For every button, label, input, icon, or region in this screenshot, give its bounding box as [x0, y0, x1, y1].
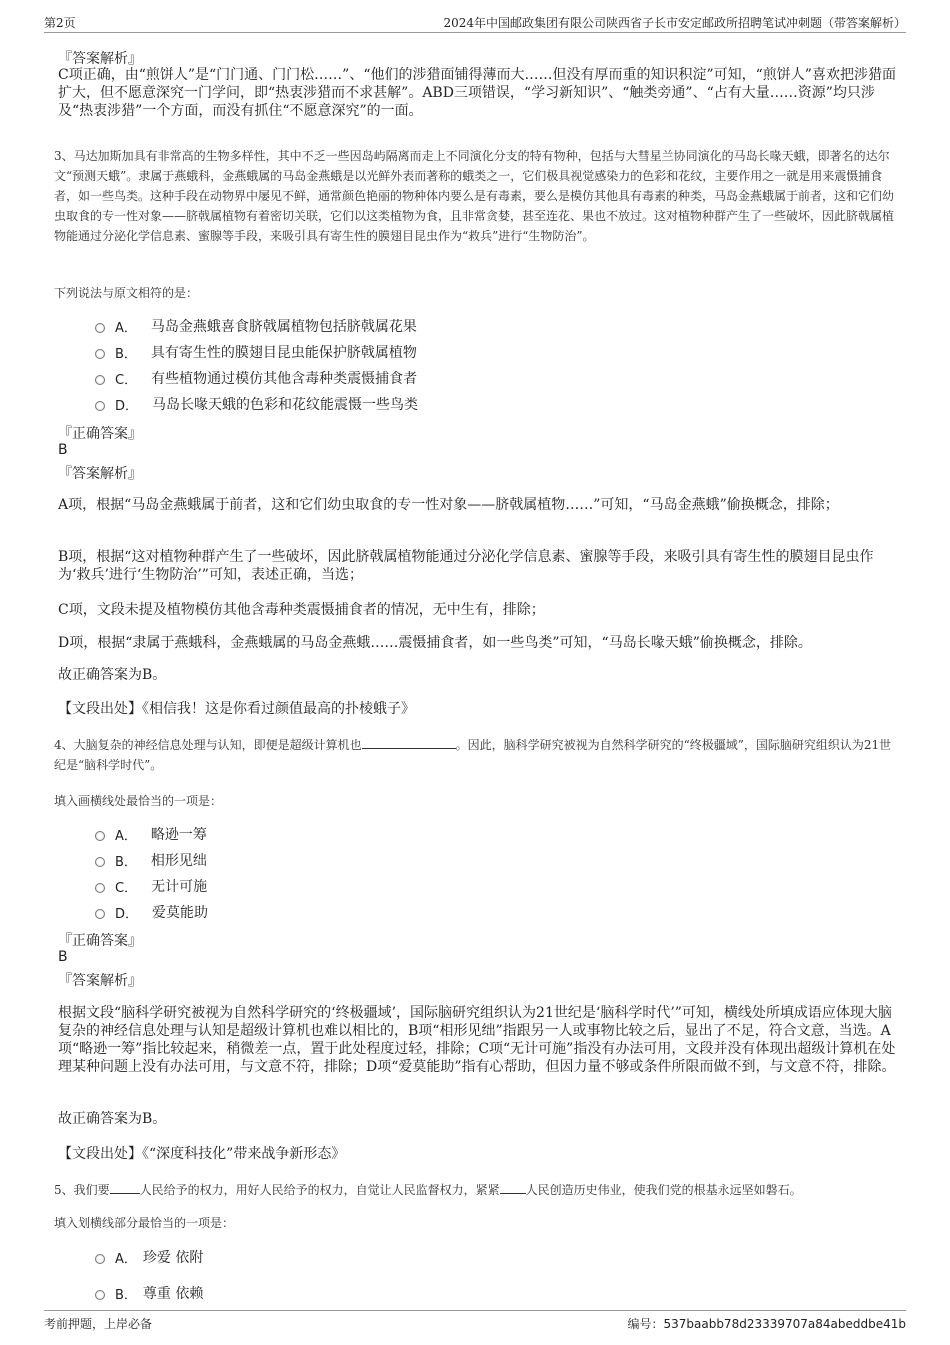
- q3-analysis-d: D项，根据“隶属于燕蛾科，金燕蛾属的马岛金燕蛾……震慑捕食者，如一些鸟类”可知，“马岛长喙天蛾”偷换概念，排除。: [58, 635, 812, 651]
- q3-passage: 3、马达加斯加具有非常高的生物多样性，其中不乏一些因岛屿隔离而走上不同演化分支的特有物种，包括与大彗星兰协同演化的马岛长喙天蛾，即著名的达尔文“预测天蛾”。隶属于燕蛾科，金燕蛾属的马岛金燕蛾是以光鲜外表而著称的蛾类之一，它们极具视觉感染力的色彩和花纹，主要作用之一就是用来震慑捕食者，如一些鸟类。这种手段在动物界中屡见不鲜，通常颜色艳丽的物种体内要么是有毒素，要么是模仿其他具有毒素的种类，马岛金燕蛾属于前者，这和它们幼虫取食的专一性对象——脐戟属植物有着密切关联，它们以这类植物为食，且非常贪婪，甚至连花、果也不放过。这对植物种群产生了一些破坏，因此脐戟属植物能通过分泌化学信息素、蜜腺等手段，来吸引具有寄生性的膜翅目昆虫作为“救兵”进行“生物防治”。: [54, 149, 895, 243]
- radio-icon[interactable]: [95, 375, 105, 385]
- q4-conclusion: 故正确答案为B。: [58, 1111, 167, 1127]
- code-value: 537baabb78d23339707a84abeddbe41b: [663, 1317, 906, 1331]
- q5-text-c: 人民创造历史伟业，使我们党的根基永远坚如磐石。: [525, 1183, 802, 1197]
- option-letter: C．: [115, 880, 138, 896]
- q3-analysis-label: 『答案解析』: [58, 466, 142, 482]
- q3-analysis-a: A项，根据“马岛金燕蛾属于前者，这和它们幼虫取食的专一性对象——脐戟属植物……”可知，“马岛金燕蛾”偷换概念，排除；: [58, 497, 839, 513]
- q4-text-after: 。因此，脑科学研究被视为自然科学研究的“终极疆域”，国际脑研究组织认为21世纪是“脑科学时代”。: [54, 738, 892, 772]
- q4-correct-label: 『正确答案』: [58, 933, 142, 949]
- option-text: 爱莫能助: [152, 905, 209, 921]
- q3-option-c[interactable]: [95, 368, 417, 388]
- option-letter: D．: [115, 906, 139, 922]
- q5-option-a[interactable]: [95, 1247, 203, 1267]
- option-letter: A．: [115, 1251, 137, 1267]
- q4-option-b[interactable]: [95, 850, 207, 870]
- page-number: 第2页: [44, 16, 76, 30]
- radio-icon[interactable]: [95, 1290, 105, 1300]
- option-text: 无计可施: [151, 879, 208, 895]
- option-text: 略逊一筹: [150, 827, 207, 843]
- q3-conclusion: 故正确答案为B。: [58, 667, 167, 683]
- q4-stem: 填入画横线处最恰当的一项是：: [54, 794, 223, 808]
- option-letter: B．: [115, 346, 137, 362]
- radio-icon[interactable]: [95, 857, 105, 867]
- fill-blank: [500, 1181, 526, 1194]
- q5-option-b[interactable]: [95, 1283, 203, 1303]
- option-text: 马岛金燕蛾喜食脐戟属植物包括脐戟属花果: [150, 319, 417, 335]
- q3-option-d[interactable]: [95, 394, 418, 414]
- fill-blank: [362, 736, 456, 749]
- option-text: 珍爱 依附: [142, 1250, 204, 1266]
- option-text: 马岛长喙天蛾的色彩和花纹能震慑一些鸟类: [152, 397, 419, 413]
- code-label: 编号：: [627, 1317, 664, 1331]
- footer-code: [627, 1315, 906, 1332]
- q5-stem: 填入划横线部分最恰当的一项是：: [54, 1216, 235, 1230]
- q4-analysis: 根据文段“脑科学研究被视为自然科学研究的‘终极疆域’，国际脑研究组织认为21世纪是‘脑科学时代’”可知，横线处所填成语应体现大脑复杂的神经信息处理与认知是超级计算机也难以相比的，B项“相形见绌”指跟另一人或事物比较之后，显出了不足，符合文意，当选。A项“略逊一筹”指比较起来，稍微差一点，置于此处程度过轻，排除；C项“无计可施”指没有办法可用，文段并没有体现出超级计算机在处理某种问题上没有办法可用，与文意不符，排除；D项“爱莫能助”指有心帮助，但因力量不够或条件所限而做不到，与文意不符，排除。: [58, 1005, 896, 1075]
- radio-icon[interactable]: [95, 883, 105, 893]
- q5-passage: [54, 1180, 900, 1200]
- q4-text-before: 4、大脑复杂的神经信息处理与认知，即便是超级计算机也: [54, 738, 362, 752]
- option-letter: B．: [115, 854, 137, 870]
- document-title: 2024年中国邮政集团有限公司陕西省子长市安定邮政所招聘笔试冲刺题（带答案解析）: [443, 16, 906, 30]
- page-header: [44, 10, 906, 33]
- q3-correct-answer: B: [58, 442, 68, 458]
- radio-icon[interactable]: [95, 401, 105, 411]
- option-text: 有些植物通过模仿其他含毒种类震慑捕食者: [151, 371, 418, 387]
- q3-source: 【文段出处】《相信我！这是你看过颜值最高的扑棱蛾子》: [58, 701, 415, 717]
- fill-blank: [110, 1181, 140, 1194]
- q2-analysis-text: C项正确，由“煎饼人”是“门门通、门门松……”、“他们的涉猎面铺得薄而大……但没有厚而重的知识积淀”可知，“煎饼人”喜欢把涉猎面扩大，但不愿意深究一门学问，即“热衷涉猎而不求甚解”。ABD三项错误，“学习新知识”、“触类旁通”、“占有大量……资源”均只涉及“热衷涉猎”一个方面，而没有抓住“不愿意深究”的一面。: [58, 67, 896, 119]
- radio-icon[interactable]: [95, 831, 105, 841]
- q4-option-a[interactable]: [95, 824, 207, 844]
- q2-analysis-label: 『答案解析』: [58, 51, 142, 67]
- option-text: 具有寄生性的膜翅目昆虫能保护脐戟属植物: [150, 345, 417, 361]
- option-text: 尊重 依赖: [142, 1286, 204, 1302]
- footer-slogan: 考前押题，上岸必备: [44, 1317, 153, 1331]
- q3-stem: 下列说法与原文相符的是：: [54, 286, 199, 300]
- option-letter: A．: [115, 320, 137, 336]
- q4-source: 【文段出处】《“深度科技化”带来战争新形态》: [58, 1146, 346, 1162]
- option-text: 相形见绌: [150, 853, 207, 869]
- option-letter: C．: [115, 372, 138, 388]
- q4-option-c[interactable]: [95, 876, 207, 896]
- q3-analysis-c: C项，文段未提及植物模仿其他含毒种类震慑捕食者的情况，无中生有，排除；: [58, 602, 545, 618]
- option-letter: A．: [115, 828, 137, 844]
- q4-passage: [54, 735, 900, 775]
- q3-analysis-b: B项，根据“这对植物种群产生了一些破坏，因此脐戟属植物能通过分泌化学信息素、蜜腺等手段，来吸引具有寄生性的膜翅目昆虫作为‘救兵’进行‘生物防治’”可知，表述正确，当选；: [58, 549, 874, 583]
- radio-icon[interactable]: [95, 1254, 105, 1264]
- q4-option-d[interactable]: [95, 902, 208, 922]
- q4-analysis-label: 『答案解析』: [58, 973, 142, 989]
- q4-correct-answer: B: [58, 949, 68, 965]
- radio-icon[interactable]: [95, 323, 105, 333]
- option-letter: D．: [115, 398, 139, 414]
- page-footer: [44, 1310, 906, 1333]
- option-letter: B．: [115, 1287, 137, 1303]
- q5-text-b: 人民给予的权力，用好人民给予的权力，自觉让人民监督权力，紧紧: [139, 1183, 500, 1197]
- radio-icon[interactable]: [95, 349, 105, 359]
- q3-option-b[interactable]: [95, 342, 417, 362]
- q5-text-a: 5、我们要: [54, 1183, 110, 1197]
- q3-option-a[interactable]: [95, 316, 417, 336]
- q3-correct-label: 『正确答案』: [58, 426, 142, 442]
- radio-icon[interactable]: [95, 909, 105, 919]
